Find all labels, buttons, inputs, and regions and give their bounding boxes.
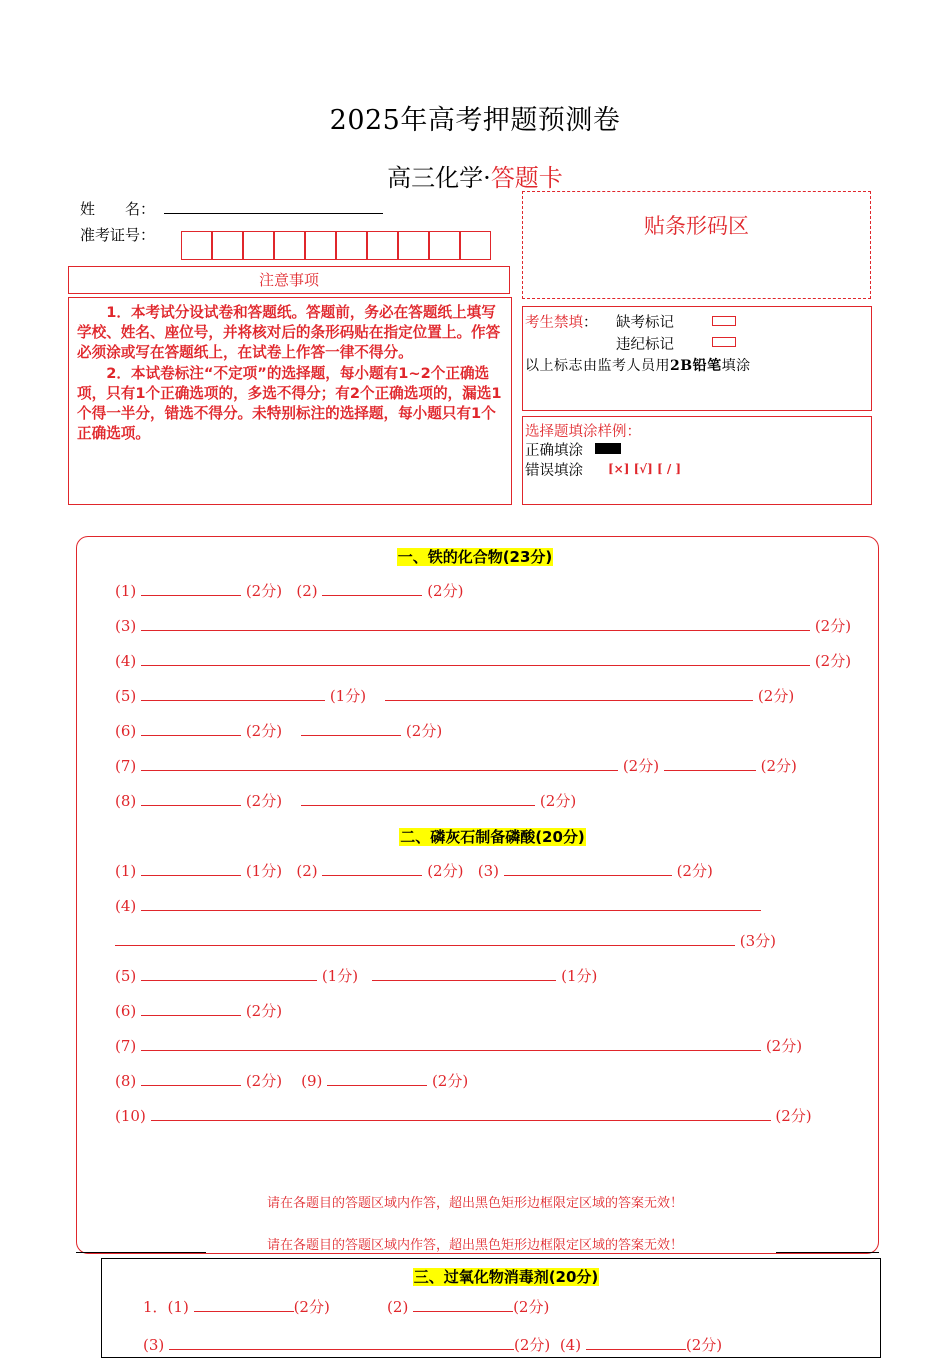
exam-id-box[interactable] xyxy=(367,231,398,260)
boundary-line-left xyxy=(76,1252,206,1253)
s2-q9-label: (9) xyxy=(301,1072,323,1090)
s2-q6-label: (6) xyxy=(115,1002,137,1020)
proctor-note xyxy=(525,355,751,375)
s3-row-3 xyxy=(143,1334,722,1355)
name-label: 姓 名： xyxy=(80,200,156,218)
s3-row-1 xyxy=(143,1296,549,1317)
s2-row-10 xyxy=(115,1105,812,1126)
notice-item-1: 1．本考试分设试卷和答题纸。答题前，务必在答题纸上填写学校、姓名、座位号，并将核对后的条形码贴在指定位置上。作答必须涂或写在答题纸上，在试卷上作答一律不得分。 xyxy=(77,304,501,362)
wrong-fill-label: 错误填涂 xyxy=(525,463,583,479)
absent-mark-box[interactable] xyxy=(712,316,736,326)
proctor-note-suffix: 填涂 xyxy=(721,358,751,374)
s2-q9-blank[interactable] xyxy=(327,1071,427,1086)
s2-q3-points: (2分) xyxy=(676,862,713,880)
s2-q5b-points: (1分) xyxy=(561,967,598,985)
s2-q5-label: (5) xyxy=(115,967,137,985)
s1-q2-points: (2分) xyxy=(427,582,464,600)
subtitle-accent: 答题卡 xyxy=(490,164,563,192)
s1-q3-points: (2分) xyxy=(814,617,852,635)
proctor-box xyxy=(522,306,872,411)
exam-id-label: 准考证号： xyxy=(80,226,156,244)
answer-card-subtitle xyxy=(0,158,950,193)
s1-row-6 xyxy=(115,720,442,741)
s1-q4-blank[interactable] xyxy=(141,651,810,666)
s2-q7-blank[interactable] xyxy=(141,1036,761,1051)
s1-row-3 xyxy=(115,615,851,636)
exam-id-box[interactable] xyxy=(243,231,274,260)
correct-fill-sample xyxy=(595,443,621,454)
s1-row-5 xyxy=(115,685,794,706)
exam-id-boxes xyxy=(181,231,491,260)
s2-q2-label: (2) xyxy=(296,862,318,880)
s1-q7a-blank[interactable] xyxy=(141,756,618,771)
subtitle-subject: 高三化学· xyxy=(387,164,491,192)
section-2-header xyxy=(0,826,950,847)
s1-q7-label: (7) xyxy=(115,757,137,775)
exam-id-box[interactable] xyxy=(305,231,336,260)
s1-q8-label: (8) xyxy=(115,792,137,810)
s2-q5b-blank[interactable] xyxy=(372,966,556,981)
s2-q4-points: (3分) xyxy=(739,932,777,950)
s1-row-7 xyxy=(115,755,797,776)
s1-q7b-points: (2分) xyxy=(760,757,797,775)
absent-mark-label: 缺考标记 xyxy=(616,315,674,331)
violation-mark-label: 违纪标记 xyxy=(616,337,674,353)
s3-q2-points: (2分) xyxy=(513,1298,550,1316)
s2-q9-points: (2分) xyxy=(431,1072,469,1090)
answer-area-1 xyxy=(76,536,879,1254)
s2-q6-points: (2分) xyxy=(245,1002,283,1020)
s1-q8a-blank[interactable] xyxy=(141,791,241,806)
s2-q2-blank[interactable] xyxy=(322,861,422,876)
exam-id-box[interactable] xyxy=(429,231,460,260)
s2-q8-points: (2分) xyxy=(245,1072,283,1090)
s3-q2-blank[interactable] xyxy=(413,1297,513,1312)
s1-q2-label: (2) xyxy=(296,582,318,600)
violation-mark-box[interactable] xyxy=(712,337,736,347)
s1-q6-label: (6) xyxy=(115,722,137,740)
s2-q7-points: (2分) xyxy=(765,1037,803,1055)
s2-q1-blank[interactable] xyxy=(141,861,241,876)
exam-id-box[interactable] xyxy=(181,231,212,260)
s2-row-6 xyxy=(115,1000,282,1021)
s1-q4-label: (4) xyxy=(115,652,137,670)
notice-item-2: 2．本试卷标注“不定项”的选择题，每小题有1~2个正确选项，只有1个正确选项的，多选不得分；有2个正确选项的，漏选1个得一半分，错选不得分。未特别标注的选择题，每小题只有1个正确选项。 xyxy=(77,364,502,443)
s1-q6a-points: (2分) xyxy=(245,722,283,740)
s2-q1-points: (1分) xyxy=(245,862,283,880)
s3-q1-points: (2分) xyxy=(293,1298,330,1316)
exam-id-box[interactable] xyxy=(274,231,305,260)
s1-row-4 xyxy=(115,650,851,671)
s1-q8b-blank[interactable] xyxy=(301,791,535,806)
section-1-title: 一、铁的化合物(23分) xyxy=(397,548,553,566)
s1-q4-points: (2分) xyxy=(814,652,852,670)
s2-q4-blank-line2[interactable] xyxy=(115,931,735,946)
boundary-line-right xyxy=(776,1252,879,1253)
s2-row-1 xyxy=(115,860,713,881)
proctor-label: 考生禁填 xyxy=(525,315,583,331)
s1-q3-label: (3) xyxy=(115,617,137,635)
s2-q10-points: (2分) xyxy=(775,1107,812,1125)
warning-text-1: 请在各题目的答题区域内作答，超出黑色矩形边框限定区域的答案无效！ xyxy=(266,1196,683,1211)
s2-q5a-blank[interactable] xyxy=(141,966,317,981)
section-3-title: 三、过氧化物消毒剂(20分) xyxy=(413,1268,599,1286)
s3-q3-points: (2分) xyxy=(514,1336,551,1354)
exam-id-box[interactable] xyxy=(398,231,429,260)
exam-title: 2025年高考押题预测卷 xyxy=(329,105,621,136)
s3-q3-blank[interactable] xyxy=(169,1335,514,1350)
section-3-header xyxy=(0,1266,950,1287)
s1-q1-points: (2分) xyxy=(245,582,283,600)
s3-q1-label: 1．(1) xyxy=(143,1298,189,1316)
s2-q3-label: (3) xyxy=(477,862,499,880)
exam-id-box[interactable] xyxy=(212,231,243,260)
exam-id-box[interactable] xyxy=(460,231,491,260)
notice-heading: 注意事项 xyxy=(68,266,510,294)
s1-q2-blank[interactable] xyxy=(322,581,422,596)
s2-q4-blank-line1[interactable] xyxy=(141,896,761,911)
proctor-note-pencil: 2B铅笔 xyxy=(670,358,722,374)
s3-q4-points: (2分) xyxy=(685,1336,723,1354)
s2-q6-blank[interactable] xyxy=(141,1001,241,1016)
s2-q4-label: (4) xyxy=(115,897,137,915)
s1-q5-label: (5) xyxy=(115,687,137,705)
correct-fill-label: 正确填涂 xyxy=(525,443,583,459)
section-1-header xyxy=(0,546,950,567)
s1-q5a-blank[interactable] xyxy=(141,686,325,701)
s3-q3-label: (3) xyxy=(143,1336,165,1354)
s2-q3-blank[interactable] xyxy=(504,861,672,876)
s1-q3-blank[interactable] xyxy=(141,616,810,631)
s1-q5b-blank[interactable] xyxy=(385,686,753,701)
s1-q6a-blank[interactable] xyxy=(141,721,241,736)
s2-q5a-points: (1分) xyxy=(321,967,359,985)
s2-q8-blank[interactable] xyxy=(141,1071,241,1086)
s2-row-5 xyxy=(115,965,597,986)
barcode-area xyxy=(522,191,871,299)
barcode-label: 贴条形码区 xyxy=(644,214,749,238)
s3-q1-blank[interactable] xyxy=(194,1297,294,1312)
proctor-colon: ： xyxy=(583,315,598,331)
s2-row-4 xyxy=(115,896,761,915)
section-2-title: 二、磷灰石制备磷酸(20分) xyxy=(400,828,585,846)
s1-q6b-blank[interactable] xyxy=(301,721,401,736)
s2-q2-points: (2分) xyxy=(427,862,464,880)
s2-q10-blank[interactable] xyxy=(151,1106,771,1121)
s2-q7-label: (7) xyxy=(115,1037,137,1055)
warning-text-2: 请在各题目的答题区域内作答，超出黑色矩形边框限定区域的答案无效！ xyxy=(266,1238,683,1253)
s2-q10-label: (10) xyxy=(115,1107,146,1125)
s1-q1-label: (1) xyxy=(115,582,137,600)
s1-q5a-points: (1分) xyxy=(329,687,367,705)
s1-row-8 xyxy=(115,790,576,811)
s1-row-1 xyxy=(115,580,463,601)
s1-q6b-points: (2分) xyxy=(405,722,443,740)
s2-row-8 xyxy=(115,1070,468,1091)
s2-row-4b xyxy=(115,930,776,951)
s3-q4-label: (4) xyxy=(559,1336,582,1354)
proctor-note-prefix: 以上标志由监考人员用 xyxy=(525,358,670,374)
s2-q1-label: (1) xyxy=(115,862,137,880)
s2-row-7 xyxy=(115,1035,802,1056)
s3-q4-blank[interactable] xyxy=(586,1335,686,1350)
s1-q8b-points: (2分) xyxy=(539,792,577,810)
s1-q7b-blank[interactable] xyxy=(664,756,756,771)
fill-example-box xyxy=(522,416,872,505)
s2-q8-label: (8) xyxy=(115,1072,137,1090)
s3-q2-label: (2) xyxy=(387,1298,409,1316)
s1-q1-blank[interactable] xyxy=(141,581,241,596)
s1-q8a-points: (2分) xyxy=(245,792,283,810)
exam-id-box[interactable] xyxy=(336,231,367,260)
wrong-fill-samples: [×] [√] [ / ] xyxy=(608,462,682,476)
name-field[interactable] xyxy=(164,213,383,214)
s1-q7a-points: (2分) xyxy=(622,757,660,775)
s1-q5b-points: (2分) xyxy=(757,687,795,705)
fill-example-label: 选择题填涂样例： xyxy=(525,424,641,440)
notice-box xyxy=(68,297,512,505)
